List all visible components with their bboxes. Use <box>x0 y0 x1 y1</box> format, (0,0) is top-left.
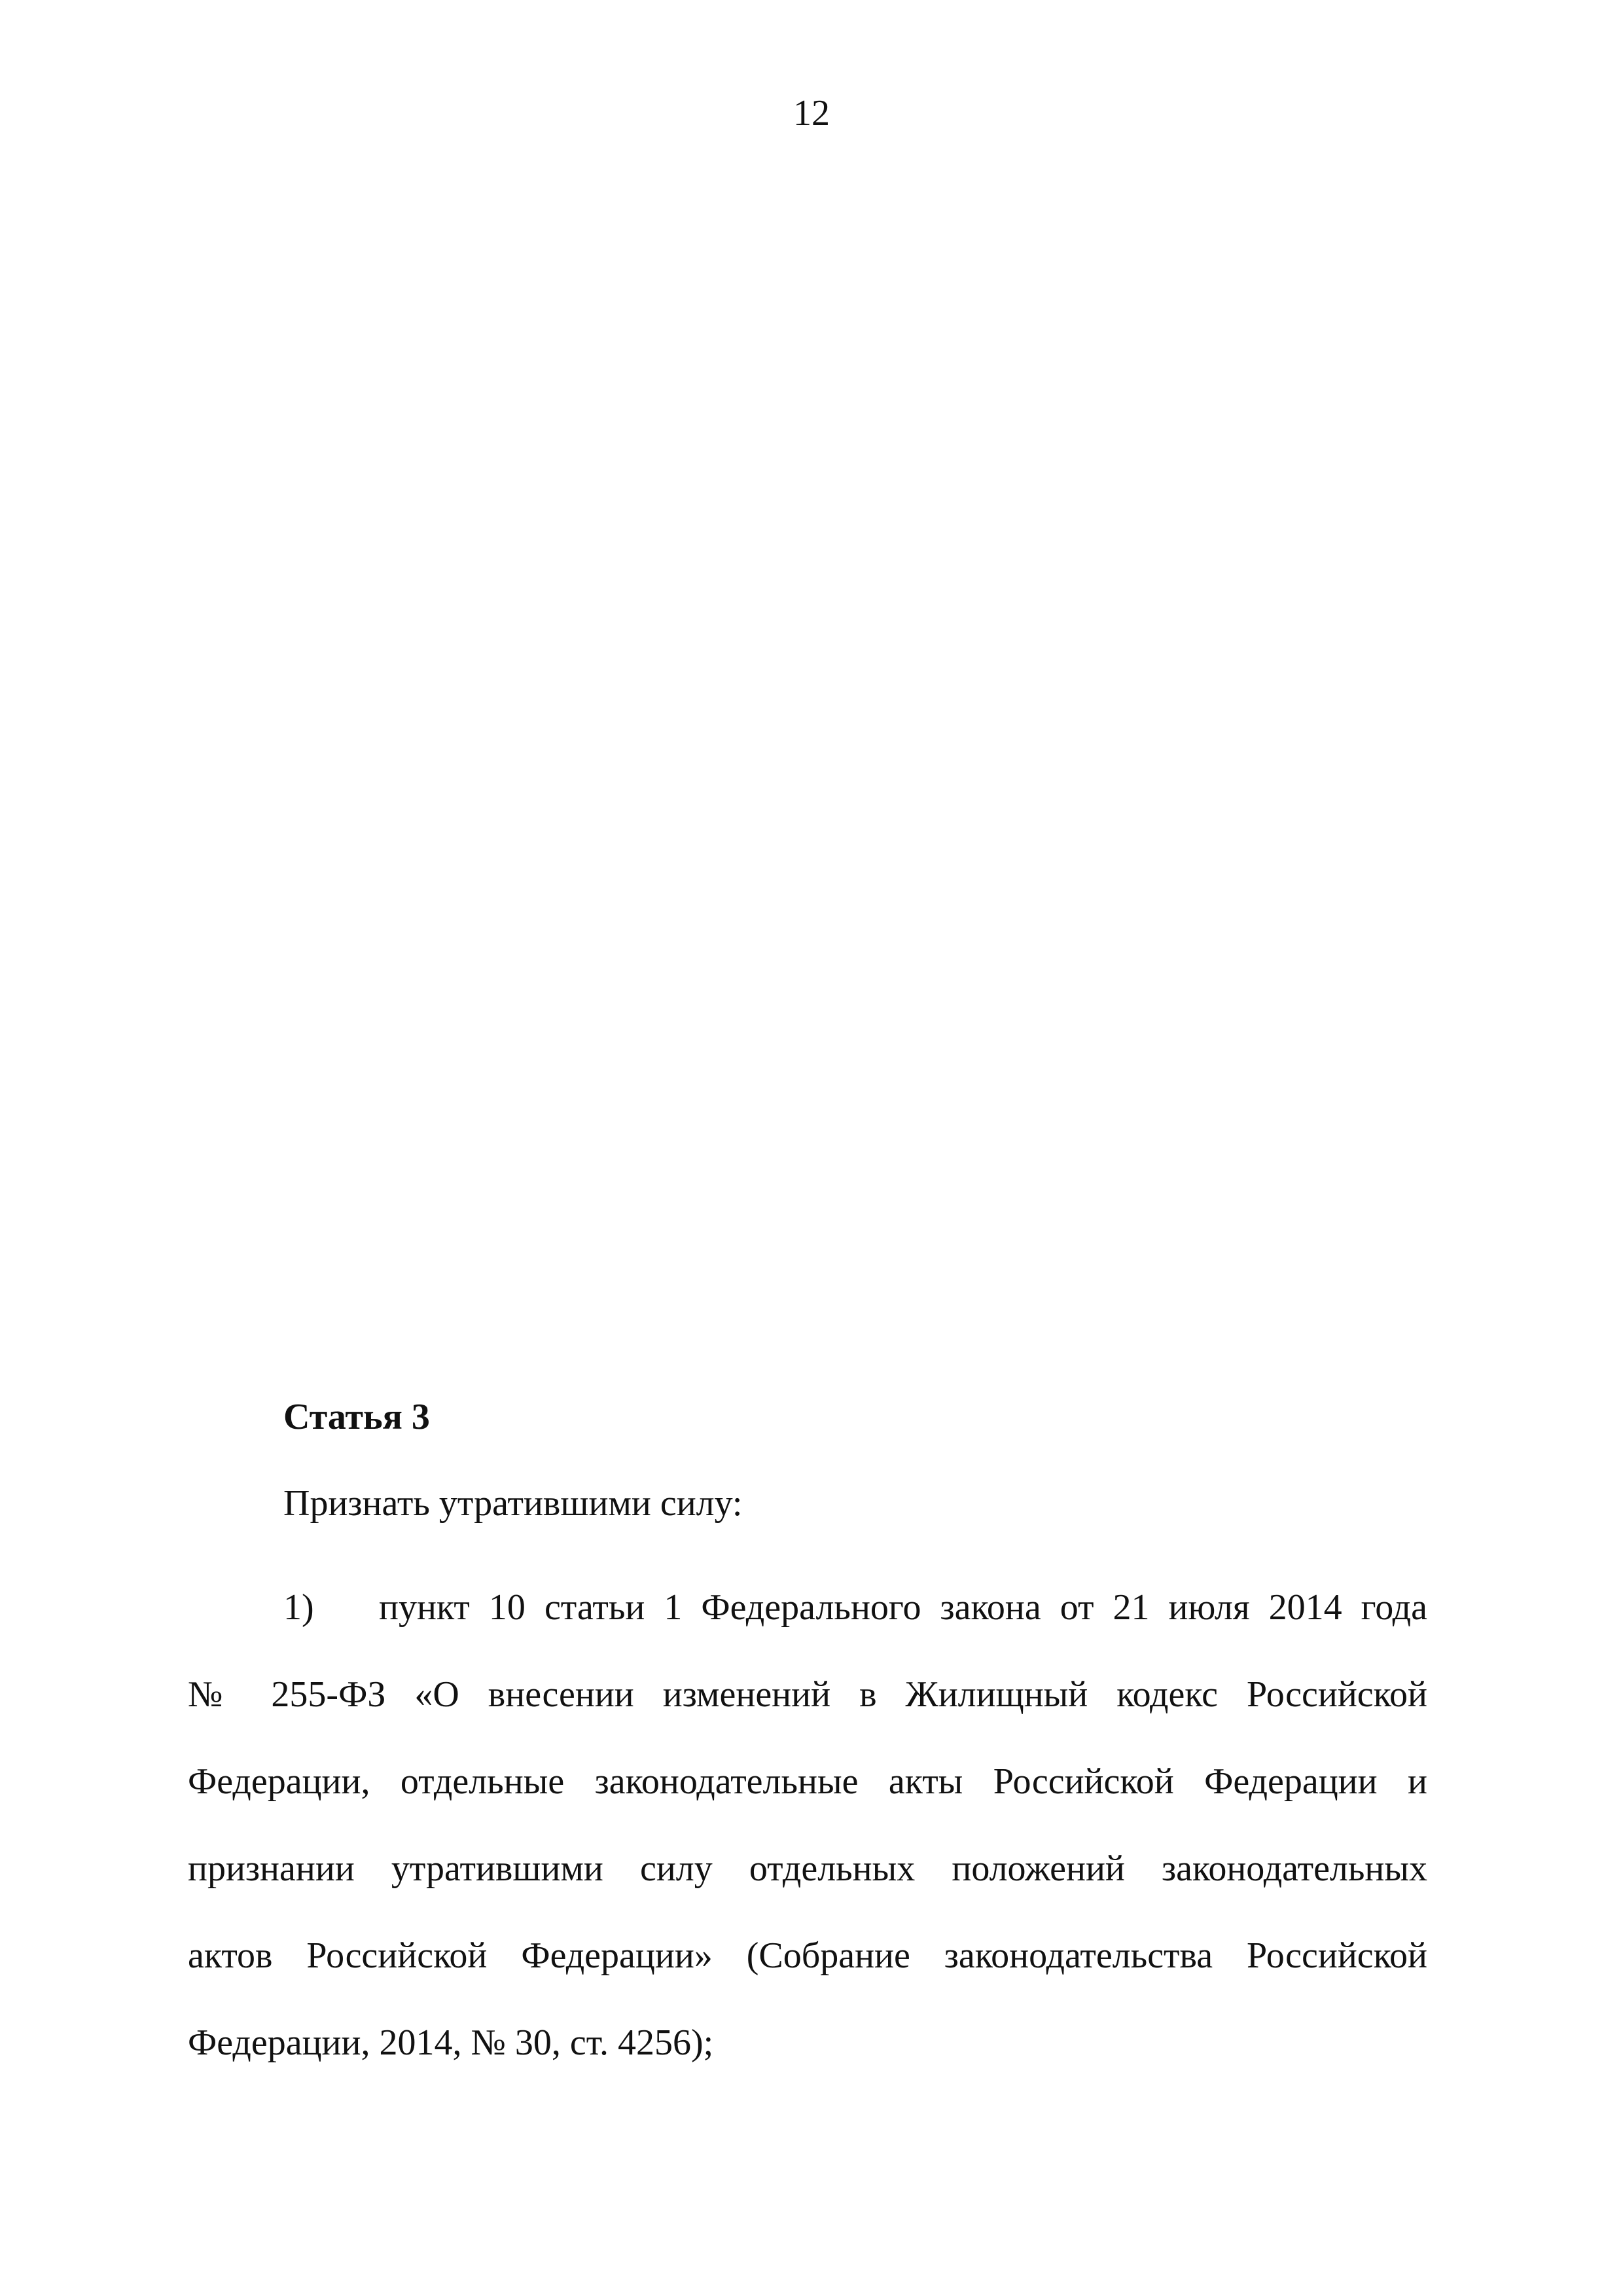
list-item-line: Федерации, 2014, № 30, ст. 4256); <box>188 2022 714 2063</box>
list-item-line: актов Российской Федерации» (Собрание законодательства Российской <box>188 1935 1427 1976</box>
list-item-1 <box>188 1564 1427 2087</box>
list-item-line: признании утратившими силу отдельных положений законодательных <box>188 1848 1427 1889</box>
article-heading: Статья 3 <box>283 1397 430 1437</box>
page-number: 12 <box>793 93 830 134</box>
list-item-line <box>188 1564 1427 1651</box>
list-item-line: № 255-ФЗ «О внесении изменений в Жилищный кодекс Российской <box>188 1674 1427 1715</box>
list-item-marker: 1) <box>283 1587 314 1628</box>
list-item-text: пункт 10 статьи 1 Федерального закона от 21 июля 2014 года <box>379 1587 1427 1628</box>
article-intro: Признать утратившими силу: <box>283 1483 743 1524</box>
list-item-line: Федерации, отдельные законодательные акты Российской Федерации и <box>188 1761 1427 1802</box>
